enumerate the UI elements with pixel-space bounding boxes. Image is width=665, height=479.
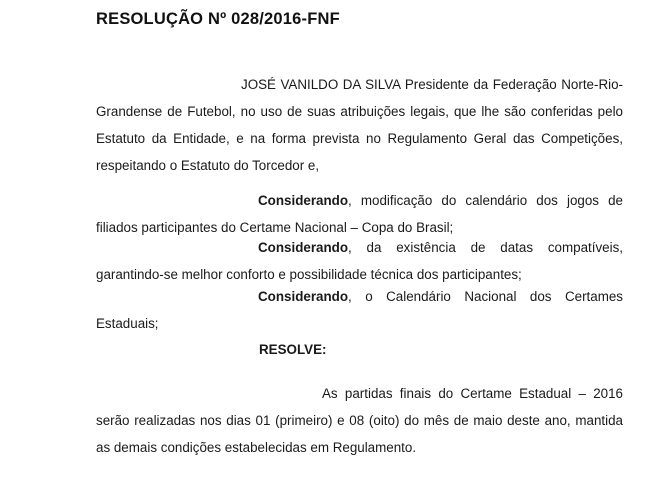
resolve-label: RESOLVE: xyxy=(259,342,327,357)
consideration-keyword: Considerando xyxy=(258,289,349,304)
consideration-1 xyxy=(96,187,623,241)
document-title: RESOLUÇÃO Nº 028/2016-FNF xyxy=(96,10,340,28)
consideration-text: , o Calendário Nacional dos Certames Estaduais; xyxy=(96,289,623,331)
consideration-keyword: Considerando xyxy=(258,193,349,208)
resolution-paragraph: As partidas finais do Certame Estadual – 2016 serão realizadas nos dias 01 (primeiro) e 08 (oito) do mês de maio deste ano, mantida as demais condições estabelecidas em Regulamento. xyxy=(96,386,623,455)
consideration-2 xyxy=(96,234,623,288)
consideration-text: , da existência de datas compatíveis, garantindo-se melhor conforto e possibilidade técnica dos participantes; xyxy=(96,240,623,282)
consideration-3 xyxy=(96,283,623,337)
consideration-text: , modificação do calendário dos jogos de filiados participantes do Certame Nacional – Copa do Brasil; xyxy=(96,193,623,235)
preamble-paragraph: JOSÉ VANILDO DA SILVA Presidente da Federação Norte-Rio-Grandense de Futebol, no uso de suas atribuições legais, que lhe são conferidas pelo Estatuto da Entidade, e na forma prevista no Regulamento Geral das Competições, respeitando o Estatuto do Torcedor e, xyxy=(96,77,623,173)
consideration-keyword: Considerando xyxy=(258,240,349,255)
